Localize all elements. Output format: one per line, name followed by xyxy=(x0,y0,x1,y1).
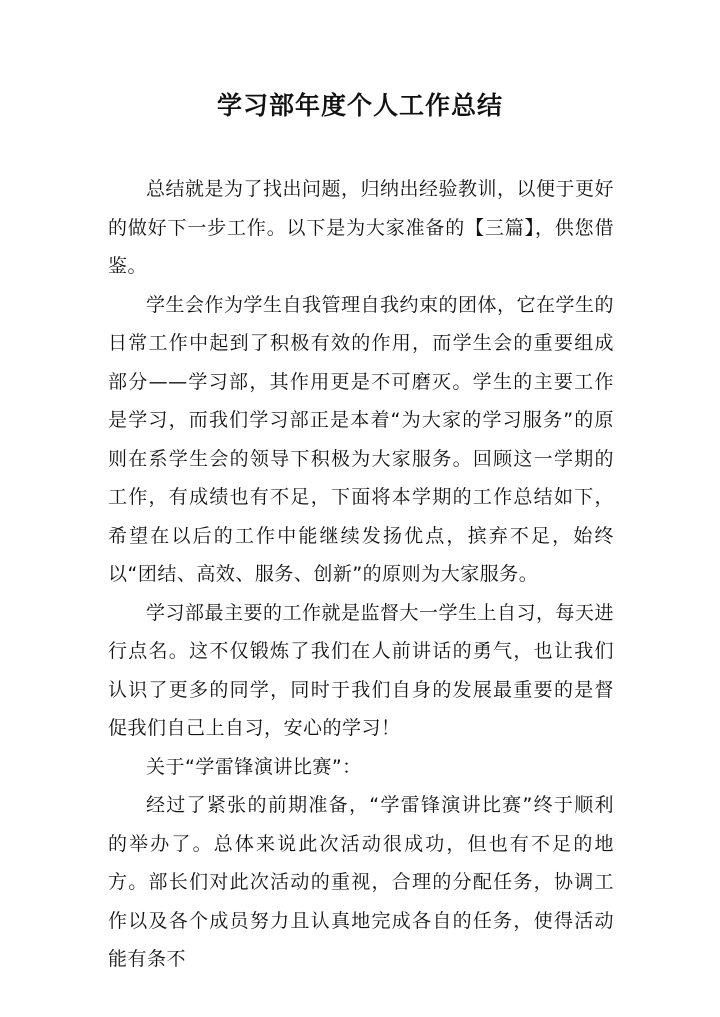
document-body xyxy=(108,170,614,979)
document-title: 学习部年度个人工作总结 xyxy=(216,91,503,120)
paragraph-speech-contest: 经过了紧张的前期准备，“学雷锋演讲比赛”终于顺利的举办了。总体来说此次活动很成功，但也有不足的地方。部长们对此次活动的重视，合理的分配任务，协调工作以及各个成员努力且认真地完成各自的任务，使得活动能有条不 xyxy=(108,794,614,970)
paragraph-student-union: 学生会作为学生自我管理自我约束的团体，它在学生的日常工作中起到了积极有效的作用，而学生会的重要组成部分——学习部，其作用更是不可磨灭。学生的主要工作是学习，而我们学习部正是本着“为大家的学习服务”的原则在系学生会的领导下积极为大家服务。回顾这一学期的工作，有成绩也有不足，下面将本学期的工作总结如下，希望在以后的工作中能继续发扬优点，摈弃不足，始终以“团结、高效、服务、创新”的原则为大家服务。 xyxy=(108,293,615,585)
paragraph-intro: 总结就是为了找出问题，归纳出经验教训，以便于更好的做好下一步工作。以下是为大家准备的【三篇】，供您借鉴。 xyxy=(108,178,615,277)
paragraph-main-work: 学习部最主要的工作就是监督大一学生上自习，每天进行点名。这不仅锻炼了我们在人前讲话的勇气，也让我们认识了更多的同学，同时于我们自身的发展最重要的是督促我们自己上自习，安心的学习！ xyxy=(108,601,615,739)
paragraph-section-heading: 关于“学雷锋演讲比赛”： xyxy=(146,755,362,778)
